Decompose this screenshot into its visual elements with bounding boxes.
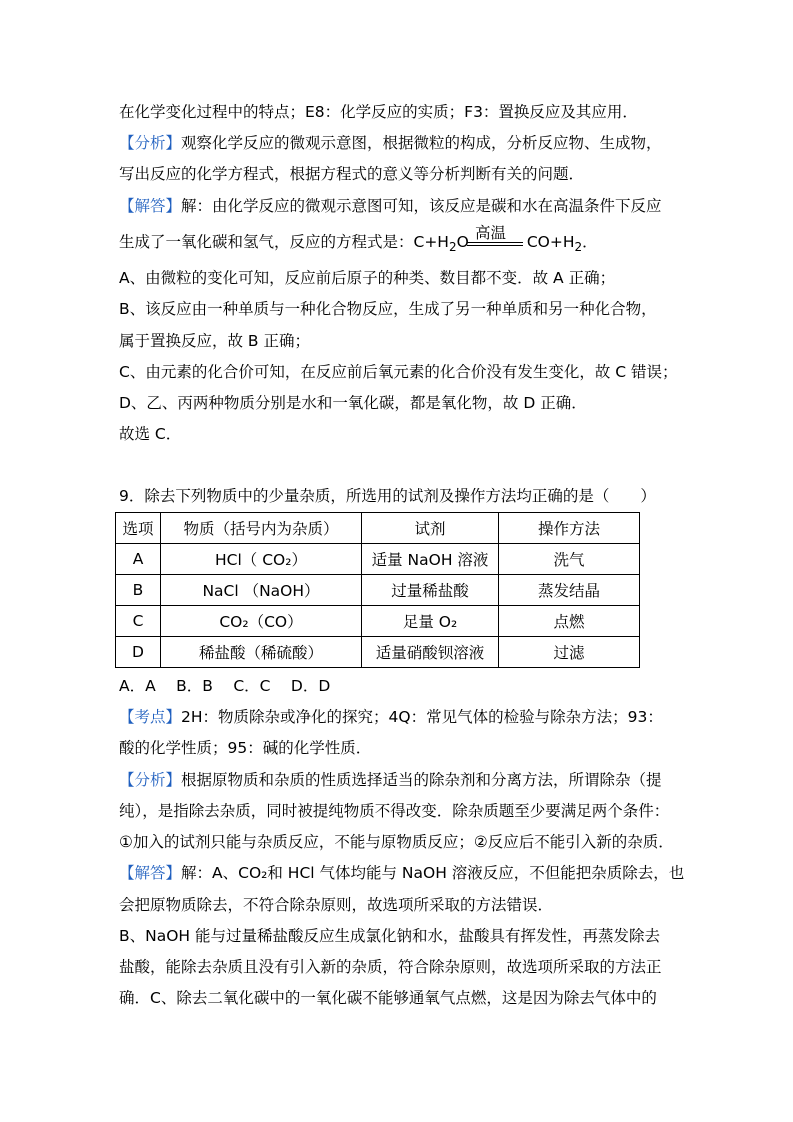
knowledge-line	[119, 707, 679, 727]
text-line: ①加入的试剂只能与杂质反应，不能与原物质反应；②反应后不能引入新的杂质．	[119, 833, 674, 851]
analysis-text: 观察化学反应的微观示意图，根据微粒的构成，分析反应物、生成物，	[181, 134, 662, 152]
table-header-row	[116, 513, 640, 544]
table-row	[116, 606, 640, 637]
table-cell: 洗气	[499, 544, 640, 575]
subscript: 2	[448, 240, 457, 255]
table-header: 物质（括号内为杂质）	[161, 513, 362, 544]
equals-line-bottom	[467, 245, 523, 246]
text-line: A、由微粒的变化可知，反应前后原子的种类、数目都不变．故 A 正确；	[119, 269, 616, 287]
text-line: 故选 C．	[119, 425, 182, 443]
table-cell: 适量 NaOH 溶液	[362, 544, 499, 575]
solution-text: 解：由化学反应的微观示意图可知，该反应是碳和水在高温条件下反应	[181, 197, 662, 215]
reaction-condition: 高温	[475, 224, 507, 242]
analysis-tag: 【分析】	[119, 771, 182, 789]
table-row	[116, 544, 640, 575]
text-line: 写出反应的化学方程式，根据方程式的意义等分析判断有关的问题．	[119, 165, 585, 183]
text-line: 属于置换反应，故 B 正确；	[119, 332, 310, 350]
options-table	[115, 512, 640, 668]
period: ．	[582, 233, 598, 251]
text-line: 确．C、除去二氧化碳中的一氧化碳不能够通氧气点燃，这是因为除去气体中的	[119, 989, 657, 1007]
knowledge-text: 2H：物质除杂或净化的探究；4Q：常见气体的检验与除杂方法；93：	[181, 708, 663, 726]
text-line: 会把原物质除去，不符合除杂原则，故选项所采取的方法错误．	[119, 896, 554, 914]
solution-text: 解：A、CO₂和 HCl 气体均能与 NaOH 溶液反应，不但能把杂质除去，也	[181, 864, 685, 882]
analysis-tag: 【分析】	[119, 134, 182, 152]
table-header: 操作方法	[499, 513, 640, 544]
equation-prefix: 生成了一氧化碳和氢气，反应的方程式是：C+H	[119, 233, 449, 251]
table-cell: 足量 O₂	[362, 606, 499, 637]
table-cell: 蒸发结晶	[499, 575, 640, 606]
solution-line	[119, 196, 679, 216]
text-line: C、由元素的化合价可知，在反应前后氧元素的化合价没有发生变化，故 C 错误；	[119, 363, 678, 381]
analysis-text: 根据原物质和杂质的性质选择适当的除杂剂和分离方法，所谓除杂（提	[181, 771, 662, 789]
text-line: B、该反应由一种单质与一种化合物反应，生成了另一种单质和另一种化合物，	[119, 300, 657, 318]
table-header: 选项	[116, 513, 161, 544]
table-cell: 过滤	[499, 637, 640, 668]
text-line: 酸的化学性质；95：碱的化学性质．	[119, 739, 372, 757]
table-cell: C	[116, 606, 161, 637]
table-row	[116, 637, 640, 668]
text-line: 在化学变化过程中的特点；E8：化学反应的实质；F3：置换反应及其应用．	[119, 103, 638, 121]
text-line: D、乙、丙两种物质分别是水和一氧化碳，都是氧化物，故 D 正确．	[119, 394, 587, 412]
table-row	[116, 575, 640, 606]
text-line: 纯），是指除去杂质，同时被提纯物质不得改变．除杂质题至少要满足两个条件：	[119, 802, 670, 820]
equation-product: CO+H	[526, 233, 575, 251]
equation-line	[119, 232, 679, 255]
solution-tag: 【解答】	[119, 864, 182, 882]
table-header: 试剂	[362, 513, 499, 544]
table-cell: 稀盐酸（稀硫酸）	[161, 637, 362, 668]
question-9: 9．除去下列物质中的少量杂质，所选用的试剂及操作方法均正确的是（ ）	[119, 487, 656, 505]
table-cell: 点燃	[499, 606, 640, 637]
text-line: B、NaOH 能与过量稀盐酸反应生成氯化钠和水，盐酸具有挥发性，再蒸发除去	[119, 927, 661, 945]
table-cell: NaCl （NaOH）	[161, 575, 362, 606]
table-cell: 过量稀盐酸	[362, 575, 499, 606]
answer-options: A．A B．B C．C D．D	[119, 677, 331, 695]
analysis-line	[119, 133, 679, 153]
solution-line	[119, 863, 685, 883]
table-cell: HCl（ CO₂）	[161, 544, 362, 575]
table-cell: A	[116, 544, 161, 575]
table-cell: B	[116, 575, 161, 606]
equation-o: O	[456, 233, 469, 251]
text-line: 盐酸，能除去杂质且没有引入新的杂质，符合除杂原则，故选项所采取的方法正	[119, 958, 662, 976]
table-cell: 适量硝酸钡溶液	[362, 637, 499, 668]
table-cell: CO₂（CO）	[161, 606, 362, 637]
analysis-line	[119, 770, 679, 790]
solution-tag: 【解答】	[119, 197, 182, 215]
table-cell: D	[116, 637, 161, 668]
knowledge-tag: 【考点】	[119, 708, 182, 726]
equals-line-top	[467, 242, 523, 243]
subscript: 2	[574, 240, 583, 255]
